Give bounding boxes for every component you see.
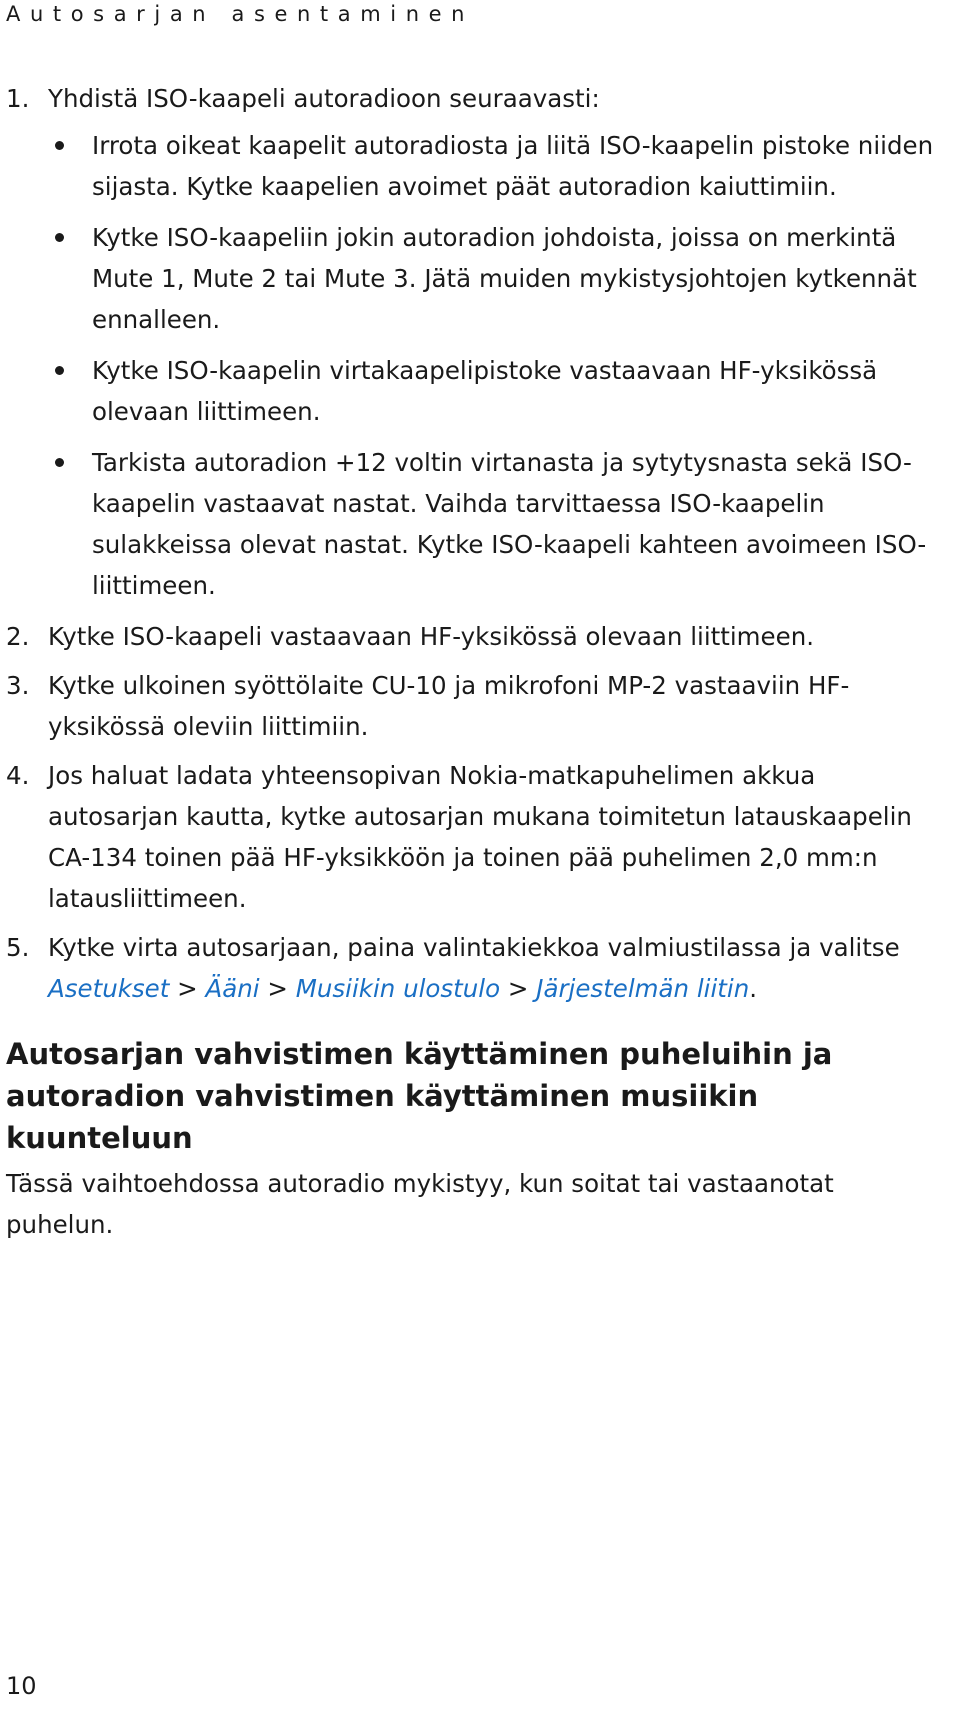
step-text: Kytke ulkoinen syöttölaite CU-10 ja mikrofoni MP-2 vastaaviin HF-yksikössä oleviin liittimiin. (48, 671, 850, 741)
step-2 (0, 616, 948, 657)
section-body: Tässä vaihtoehdossa autoradio mykistyy, kun soitat tai vastaanotat puhelun. (6, 1169, 834, 1239)
step-number: 2. (6, 622, 30, 651)
path-end: . (749, 974, 758, 1003)
step-3 (0, 665, 948, 747)
path-separator: > (267, 974, 288, 1003)
step-5 (0, 927, 948, 1009)
path-separator: > (177, 974, 198, 1003)
bullet-text: Tarkista autoradion +12 voltin virtanasta ja sytytysnasta sekä ISO-kaapelin vastaavat nastat. Vaihda tarvittaessa ISO-kaapelin sulakkeissa olevat nastat. Kytke ISO-kaapeli kahteen avoimeen ISO-liittimeen. (92, 448, 927, 600)
document-content (0, 78, 948, 1245)
bullet-icon (55, 366, 64, 375)
menu-path-system-connector[interactable]: Järjestelmän liitin (536, 974, 750, 1003)
list-item (48, 442, 948, 606)
bullet-icon (55, 458, 64, 467)
page-number: 10 (6, 1672, 37, 1700)
bullet-text: Kytke ISO-kaapelin virtakaapelipistoke vastaavaan HF-yksikössä olevaan liittimeen. (92, 356, 878, 426)
step-text: Yhdistä ISO-kaapeli autoradioon seuraavasti: (48, 84, 600, 113)
section-heading: Autosarjan vahvistimen käyttäminen puheluihin ja autoradion vahvistimen käyttäminen musiikin kuunteluun (6, 1037, 833, 1155)
step-1 (0, 78, 948, 606)
list-item (48, 125, 948, 207)
step-4 (0, 755, 948, 919)
step-text-intro: Kytke virta autosarjaan, paina valintakiekkoa valmiustilassa ja valitse (48, 933, 900, 962)
step-number: 4. (6, 761, 30, 790)
step-number: 3. (6, 671, 30, 700)
step-text: Kytke ISO-kaapeli vastaavaan HF-yksikössä olevaan liittimeen. (48, 622, 815, 651)
menu-path-music-output[interactable]: Musiikin ulostulo (295, 974, 501, 1003)
bullet-icon (55, 141, 64, 150)
bullet-text: Kytke ISO-kaapeliin jokin autoradion johdoista, joissa on merkintä Mute 1, Mute 2 tai Mute 3. Jätä muiden mykistysjohtojen kytkennät ennalleen. (92, 223, 917, 334)
step-number: 5. (6, 933, 30, 962)
running-header: Autosarjan asentaminen (6, 2, 475, 26)
bullet-icon (55, 233, 64, 242)
path-separator: > (507, 974, 529, 1003)
list-item (48, 350, 948, 432)
menu-path-sound[interactable]: Ääni (205, 974, 260, 1003)
menu-path-settings[interactable]: Asetukset (48, 974, 170, 1003)
list-item (48, 217, 948, 340)
step-number: 1. (6, 84, 30, 113)
step-text (48, 927, 948, 1009)
bullet-list (48, 125, 948, 606)
bullet-text: Irrota oikeat kaapelit autoradiosta ja liitä ISO-kaapelin pistoke niiden sijasta. Kytke kaapelien avoimet päät autoradion kaiuttimiin. (92, 131, 934, 201)
step-text: Jos haluat ladata yhteensopivan Nokia-matkapuhelimen akkua autosarjan kautta, kytke autosarjan mukana toimitetun latauskaapelin CA-134 toinen pää HF-yksikköön ja toinen pää puhelimen 2,0 mm:n latausliittimeen. (48, 761, 912, 913)
